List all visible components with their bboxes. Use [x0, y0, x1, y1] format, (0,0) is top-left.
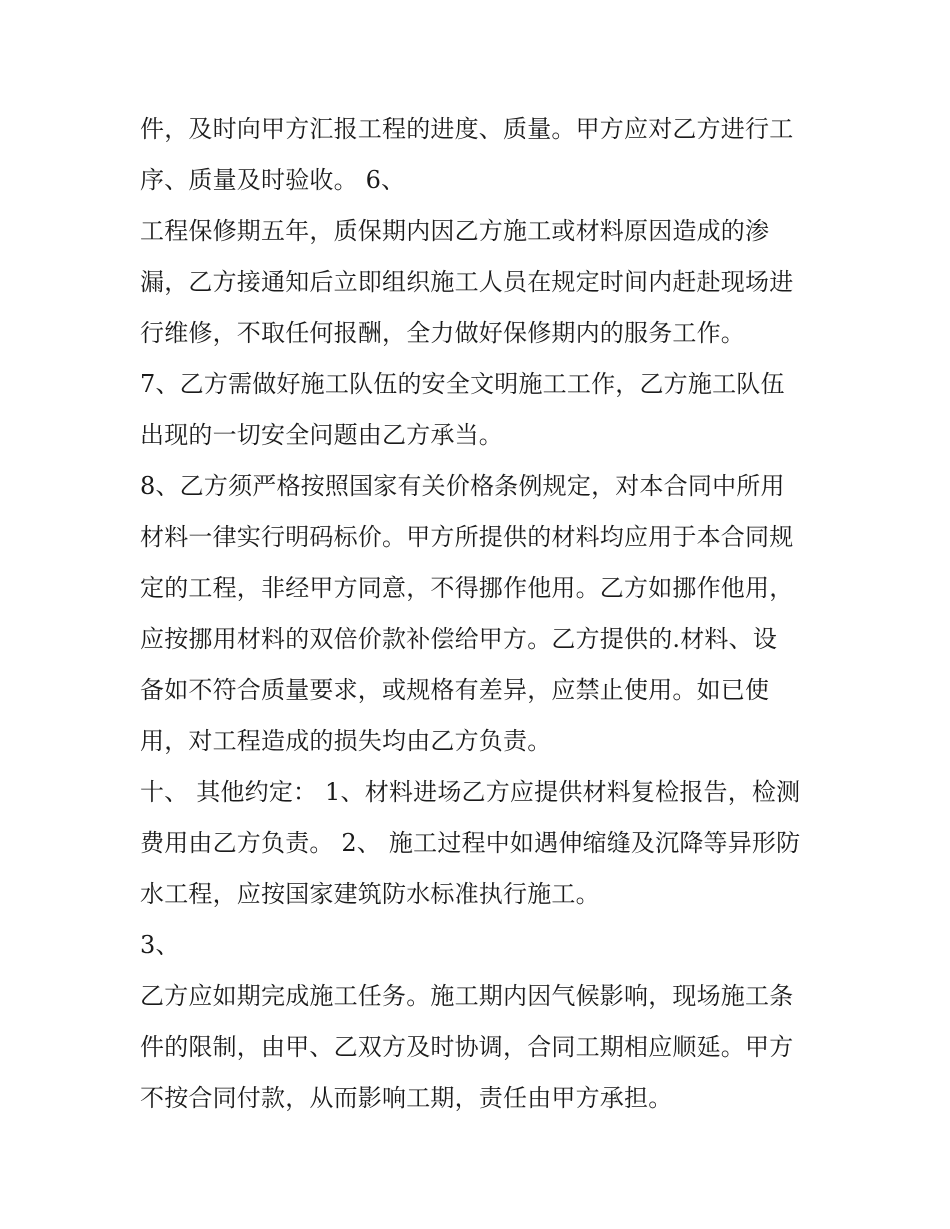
text-line: 费用由乙方负责。 2、 施工过程中如遇伸缩缝及沉降等异形防: [140, 829, 801, 857]
text-line: 件的限制，由甲、乙双方及时协调，合同工期相应顺延。甲方: [140, 1033, 794, 1061]
text-line: 出现的一切安全问题由乙方承当。: [140, 421, 503, 449]
text-line: 十、 其他约定： 1、材料进场乙方应提供材料复检报告，检测: [140, 778, 801, 806]
text-line: 定的工程，非经甲方同意，不得挪作他用。乙方如挪作他用，: [140, 574, 794, 602]
text-line: 备如不符合质量要求，或规格有差异，应禁止使用。如已使: [140, 676, 770, 704]
text-line: 漏，乙方接通知后立即组织施工人员在规定时间内赶赴现场进: [140, 268, 794, 296]
text-line: 乙方应如期完成施工任务。施工期内因气候影响，现场施工条: [140, 982, 794, 1010]
text-line: 水工程，应按国家建筑防水标准执行施工。: [140, 880, 600, 908]
text-line: 3、: [140, 931, 180, 959]
text-line: 序、质量及时验收。 6、: [140, 166, 406, 194]
text-line: 件，及时向甲方汇报工程的进度、质量。甲方应对乙方进行工: [140, 115, 794, 143]
text-line: 不按合同付款，从而影响工期，责任由甲方承担。: [140, 1084, 673, 1112]
text-line: 行维修，不取任何报酬，全力做好保修期内的服务工作。: [140, 319, 745, 347]
text-line: 工程保修期五年，质保期内因乙方施工或材料原因造成的渗: [140, 217, 770, 245]
text-line: 8、乙方须严格按照国家有关价格条例规定，对本合同中所用: [140, 472, 785, 500]
text-line: 7、乙方需做好施工队伍的安全文明施工工作，乙方施工队伍: [140, 370, 785, 398]
text-line: 材料一律实行明码标价。甲方所提供的材料均应用于本合同规: [140, 523, 794, 551]
document-body: [140, 104, 820, 1124]
text-line: 用，对工程造成的损失均由乙方负责。: [140, 727, 552, 755]
text-line: 应按挪用材料的双倍价款补偿给甲方。乙方提供的.材料、设: [140, 625, 778, 653]
